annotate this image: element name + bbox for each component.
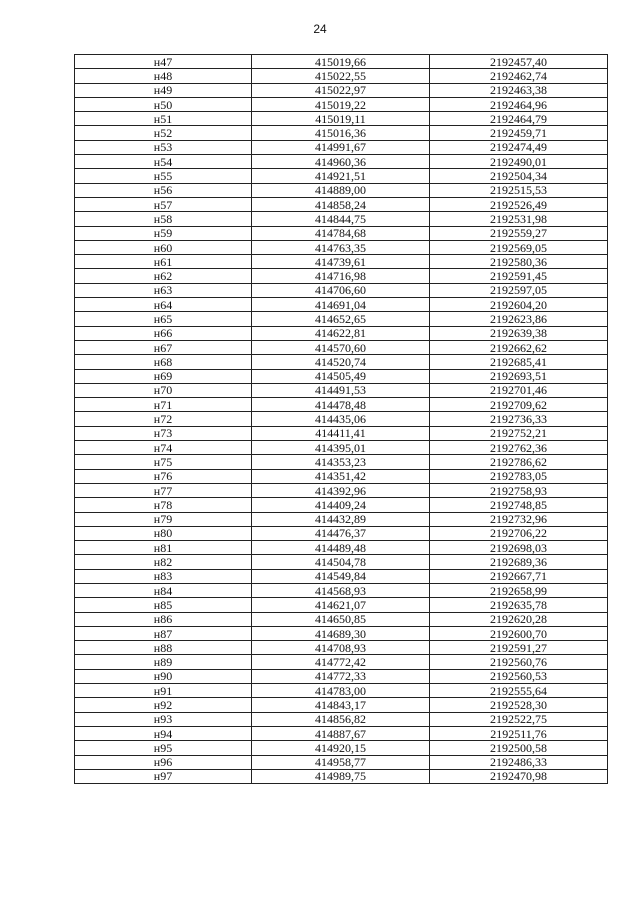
y-coordinate-cell: 2192693,51 [430,369,608,383]
table-row [75,197,608,211]
x-coordinate-cell: 414843,17 [252,698,430,712]
point-id-cell: н95 [75,741,252,755]
table-row [75,769,608,783]
point-id-cell: н68 [75,355,252,369]
y-coordinate-cell: 2192464,96 [430,97,608,111]
x-coordinate-cell: 414989,75 [252,769,430,783]
point-id-cell: н76 [75,469,252,483]
y-coordinate-cell: 2192474,49 [430,140,608,154]
y-coordinate-cell: 2192689,36 [430,555,608,569]
y-coordinate-cell: 2192504,34 [430,169,608,183]
x-coordinate-cell: 414621,07 [252,598,430,612]
y-coordinate-cell: 2192560,53 [430,669,608,683]
point-id-cell: н97 [75,769,252,783]
x-coordinate-cell: 414650,85 [252,612,430,626]
x-coordinate-cell: 414520,74 [252,355,430,369]
table-row [75,455,608,469]
point-id-cell: н86 [75,612,252,626]
y-coordinate-cell: 2192555,64 [430,684,608,698]
point-id-cell: н91 [75,684,252,698]
table-row [75,312,608,326]
x-coordinate-cell: 414772,33 [252,669,430,683]
point-id-cell: н77 [75,483,252,497]
point-id-cell: н58 [75,212,252,226]
point-id-cell: н47 [75,55,252,69]
y-coordinate-cell: 2192490,01 [430,155,608,169]
table-row [75,469,608,483]
table-row [75,498,608,512]
point-id-cell: н90 [75,669,252,683]
point-id-cell: н54 [75,155,252,169]
table-row [75,426,608,440]
x-coordinate-cell: 414549,84 [252,569,430,583]
x-coordinate-cell: 414921,51 [252,169,430,183]
table-row [75,569,608,583]
x-coordinate-cell: 414353,23 [252,455,430,469]
y-coordinate-cell: 2192709,62 [430,398,608,412]
point-id-cell: н60 [75,240,252,254]
table-row [75,755,608,769]
x-coordinate-cell: 414772,42 [252,655,430,669]
y-coordinate-cell: 2192786,62 [430,455,608,469]
y-coordinate-cell: 2192667,71 [430,569,608,583]
point-id-cell: н89 [75,655,252,669]
point-id-cell: н94 [75,726,252,740]
x-coordinate-cell: 414689,30 [252,626,430,640]
point-id-cell: н67 [75,340,252,354]
x-coordinate-cell: 414691,04 [252,298,430,312]
table-row [75,712,608,726]
y-coordinate-cell: 2192457,40 [430,55,608,69]
y-coordinate-cell: 2192591,27 [430,641,608,655]
y-coordinate-cell: 2192462,74 [430,69,608,83]
table-row [75,369,608,383]
point-id-cell: н52 [75,126,252,140]
y-coordinate-cell: 2192591,45 [430,269,608,283]
table-row [75,598,608,612]
table-row [75,355,608,369]
point-id-cell: н53 [75,140,252,154]
x-coordinate-cell: 414435,06 [252,412,430,426]
table-row [75,255,608,269]
point-id-cell: н87 [75,626,252,640]
point-id-cell: н75 [75,455,252,469]
point-id-cell: н85 [75,598,252,612]
x-coordinate-cell: 415019,22 [252,97,430,111]
x-coordinate-cell: 414784,68 [252,226,430,240]
x-coordinate-cell: 415016,36 [252,126,430,140]
table-row [75,298,608,312]
x-coordinate-cell: 414706,60 [252,283,430,297]
table-row [75,512,608,526]
x-coordinate-cell: 414489,48 [252,541,430,555]
x-coordinate-cell: 414844,75 [252,212,430,226]
table-row [75,684,608,698]
x-coordinate-cell: 415019,66 [252,55,430,69]
table-row [75,69,608,83]
page-number: 24 [313,22,327,36]
table-row [75,97,608,111]
y-coordinate-cell: 2192470,98 [430,769,608,783]
y-coordinate-cell: 2192559,27 [430,226,608,240]
point-id-cell: н50 [75,97,252,111]
point-id-cell: н78 [75,498,252,512]
point-id-cell: н49 [75,83,252,97]
x-coordinate-cell: 414351,42 [252,469,430,483]
coordinates-table [74,54,608,784]
y-coordinate-cell: 2192758,93 [430,483,608,497]
table-row [75,126,608,140]
y-coordinate-cell: 2192752,21 [430,426,608,440]
table-row [75,240,608,254]
point-id-cell: н62 [75,269,252,283]
x-coordinate-cell: 414432,89 [252,512,430,526]
x-coordinate-cell: 414622,81 [252,326,430,340]
x-coordinate-cell: 414958,77 [252,755,430,769]
x-coordinate-cell: 414887,67 [252,726,430,740]
x-coordinate-cell: 415019,11 [252,112,430,126]
x-coordinate-cell: 414889,00 [252,183,430,197]
point-id-cell: н48 [75,69,252,83]
x-coordinate-cell: 415022,97 [252,83,430,97]
x-coordinate-cell: 414409,24 [252,498,430,512]
point-id-cell: н64 [75,298,252,312]
y-coordinate-cell: 2192560,76 [430,655,608,669]
x-coordinate-cell: 414858,24 [252,197,430,211]
table-row [75,183,608,197]
x-coordinate-cell: 414504,78 [252,555,430,569]
y-coordinate-cell: 2192698,03 [430,541,608,555]
table-row [75,541,608,555]
x-coordinate-cell: 414395,01 [252,441,430,455]
point-id-cell: н57 [75,197,252,211]
point-id-cell: н61 [75,255,252,269]
table-row [75,140,608,154]
y-coordinate-cell: 2192604,20 [430,298,608,312]
table-row [75,626,608,640]
x-coordinate-cell: 414652,65 [252,312,430,326]
table-row [75,326,608,340]
x-coordinate-cell: 414491,53 [252,383,430,397]
x-coordinate-cell: 414505,49 [252,369,430,383]
x-coordinate-cell: 414476,37 [252,526,430,540]
point-id-cell: н92 [75,698,252,712]
point-id-cell: н84 [75,583,252,597]
table-row [75,555,608,569]
x-coordinate-cell: 414568,93 [252,583,430,597]
table-row [75,669,608,683]
table-row [75,612,608,626]
y-coordinate-cell: 2192464,79 [430,112,608,126]
y-coordinate-cell: 2192528,30 [430,698,608,712]
point-id-cell: н66 [75,326,252,340]
point-id-cell: н93 [75,712,252,726]
point-id-cell: н65 [75,312,252,326]
table-row [75,83,608,97]
point-id-cell: н51 [75,112,252,126]
table-row [75,169,608,183]
table-row [75,526,608,540]
point-id-cell: н59 [75,226,252,240]
x-coordinate-cell: 415022,55 [252,69,430,83]
table-row [75,283,608,297]
y-coordinate-cell: 2192635,78 [430,598,608,612]
table-row [75,583,608,597]
x-coordinate-cell: 414960,36 [252,155,430,169]
table-row [75,226,608,240]
point-id-cell: н70 [75,383,252,397]
y-coordinate-cell: 2192522,75 [430,712,608,726]
table-row [75,398,608,412]
point-id-cell: н80 [75,526,252,540]
x-coordinate-cell: 414991,67 [252,140,430,154]
x-coordinate-cell: 414783,00 [252,684,430,698]
y-coordinate-cell: 2192511,76 [430,726,608,740]
y-coordinate-cell: 2192459,71 [430,126,608,140]
y-coordinate-cell: 2192706,22 [430,526,608,540]
y-coordinate-cell: 2192736,33 [430,412,608,426]
y-coordinate-cell: 2192701,46 [430,383,608,397]
point-id-cell: н55 [75,169,252,183]
y-coordinate-cell: 2192597,05 [430,283,608,297]
point-id-cell: н82 [75,555,252,569]
y-coordinate-cell: 2192463,38 [430,83,608,97]
point-id-cell: н83 [75,569,252,583]
y-coordinate-cell: 2192526,49 [430,197,608,211]
point-id-cell: н74 [75,441,252,455]
y-coordinate-cell: 2192639,38 [430,326,608,340]
table-row [75,641,608,655]
y-coordinate-cell: 2192762,36 [430,441,608,455]
point-id-cell: н96 [75,755,252,769]
y-coordinate-cell: 2192600,70 [430,626,608,640]
x-coordinate-cell: 414739,61 [252,255,430,269]
y-coordinate-cell: 2192658,99 [430,583,608,597]
table-row [75,441,608,455]
point-id-cell: н69 [75,369,252,383]
y-coordinate-cell: 2192623,86 [430,312,608,326]
y-coordinate-cell: 2192580,36 [430,255,608,269]
x-coordinate-cell: 414411,41 [252,426,430,440]
y-coordinate-cell: 2192569,05 [430,240,608,254]
table-row [75,483,608,497]
table-row [75,55,608,69]
table-row [75,412,608,426]
point-id-cell: н72 [75,412,252,426]
y-coordinate-cell: 2192531,98 [430,212,608,226]
y-coordinate-cell: 2192486,33 [430,755,608,769]
table-row [75,269,608,283]
table-row [75,155,608,169]
point-id-cell: н73 [75,426,252,440]
point-id-cell: н88 [75,641,252,655]
point-id-cell: н79 [75,512,252,526]
y-coordinate-cell: 2192732,96 [430,512,608,526]
y-coordinate-cell: 2192783,05 [430,469,608,483]
table-row [75,212,608,226]
x-coordinate-cell: 414392,96 [252,483,430,497]
table-row [75,698,608,712]
coordinates-table-body [75,55,608,784]
table-row [75,112,608,126]
y-coordinate-cell: 2192685,41 [430,355,608,369]
table-row [75,741,608,755]
y-coordinate-cell: 2192662,62 [430,340,608,354]
table-row [75,726,608,740]
point-id-cell: н56 [75,183,252,197]
table-row [75,383,608,397]
x-coordinate-cell: 414716,98 [252,269,430,283]
y-coordinate-cell: 2192515,53 [430,183,608,197]
x-coordinate-cell: 414763,35 [252,240,430,254]
y-coordinate-cell: 2192748,85 [430,498,608,512]
x-coordinate-cell: 414708,93 [252,641,430,655]
table-row [75,340,608,354]
x-coordinate-cell: 414856,82 [252,712,430,726]
point-id-cell: н81 [75,541,252,555]
table-row [75,655,608,669]
y-coordinate-cell: 2192500,58 [430,741,608,755]
x-coordinate-cell: 414570,60 [252,340,430,354]
point-id-cell: н63 [75,283,252,297]
y-coordinate-cell: 2192620,28 [430,612,608,626]
x-coordinate-cell: 414920,15 [252,741,430,755]
x-coordinate-cell: 414478,48 [252,398,430,412]
point-id-cell: н71 [75,398,252,412]
